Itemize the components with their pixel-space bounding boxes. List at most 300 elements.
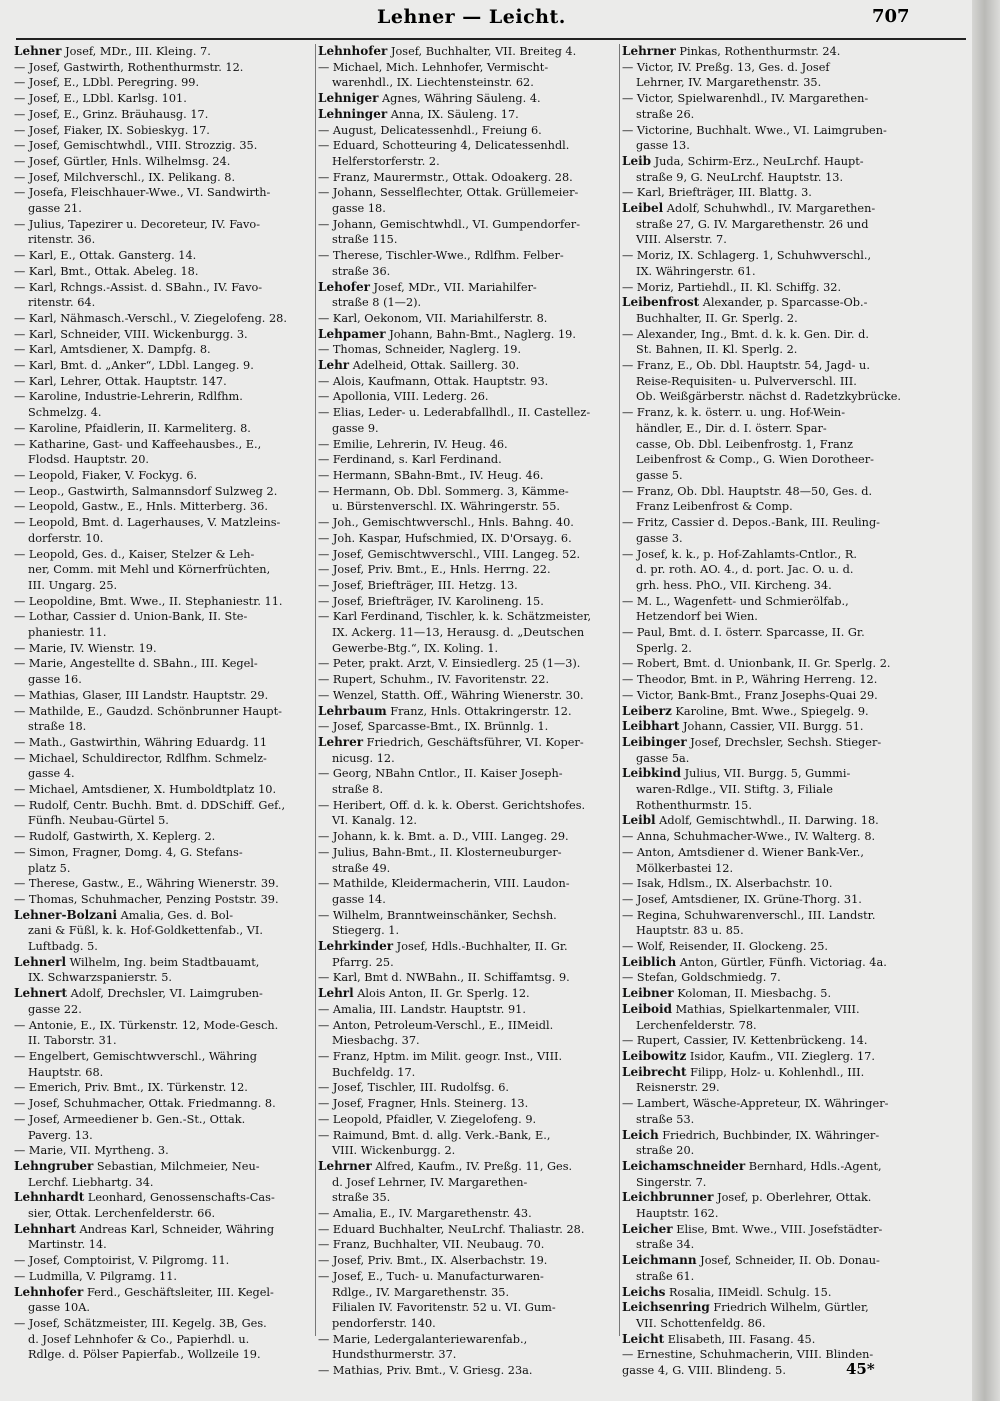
surname-headword: Leichbrunner (622, 1190, 714, 1205)
directory-entry-line: Hetzendorf bei Wien. (636, 610, 758, 624)
directory-entry-line: Reisnerstr. 29. (636, 1081, 720, 1095)
directory-entry-line: II. Taborstr. 31. (28, 1034, 117, 1048)
directory-entry-line: — Josef, Armeediener b. Gen.-St., Ottak. (14, 1112, 246, 1126)
directory-entry-line: straße 18. (28, 720, 87, 734)
directory-entry-line: — Michael, Schuldirector, Rdlfhm. Schmelz- (14, 751, 267, 765)
directory-entry-line: — Rupert, Schuhm., IV. Favoritenstr. 22. (318, 673, 550, 687)
surname-headword: Lehrner (318, 1158, 372, 1173)
directory-entry-line: straße 8. (332, 783, 384, 797)
column-divider (619, 44, 620, 1336)
directory-entry-line: — Georg, NBahn Cntlor., II. Kaiser Joseph- (318, 767, 563, 781)
entry-text: Franz, Hnls. Ottakringerstr. 12. (386, 704, 572, 718)
directory-entry-headword-line (318, 735, 618, 751)
directory-entry-line: — Franz, Maurermstr., Ottak. Odoakerg. 28. (318, 170, 573, 184)
directory-entry-headword-line (14, 908, 314, 924)
directory-entry-line: — Josef, k. k., p. Hof-Zahlamts-Cntlor., R. (622, 547, 857, 561)
directory-entry-headword-line (318, 91, 618, 107)
surname-headword: Lehnerl (14, 954, 67, 969)
entry-text: Adelheid, Ottak. Saillerg. 30. (349, 359, 520, 373)
directory-entry-line: — Paul, Bmt. d. I. österr. Sparcasse, II. Gr. (622, 626, 865, 640)
directory-entry-headword-line (622, 1065, 922, 1081)
directory-entry-line: — Thomas, Schuhmacher, Penzing Poststr. 39. (14, 892, 279, 906)
directory-entry-line: — Heribert, Off. d. k. k. Oberst. Gerichtshofes. (318, 798, 586, 812)
entry-text: Wilhelm, Ing. beim Stadtbauamt, (66, 955, 260, 969)
directory-entry-line: — Victor, Spielwarenhdl., IV. Margarethen- (622, 92, 869, 106)
directory-entry-line: — Karl, Schneider, VIII. Wickenburgg. 3. (14, 327, 248, 341)
entry-text: Koloman, II. Miesbachg. 5. (673, 987, 832, 1001)
directory-entry-line: — Victorine, Buchhalt. Wwe., VI. Laimgruben- (622, 123, 887, 137)
directory-entry-line: — Josef, Gemischtwhdl., VIII. Strozzig. 35. (14, 139, 258, 153)
directory-entry-line: — M. L., Wagenfett- und Schmierölfab., (622, 594, 849, 608)
directory-entry-line: — Josef, Tischler, III. Rudolfsg. 6. (318, 1081, 510, 1095)
entry-text: Adolf, Drechsler, VI. Laimgruben- (67, 987, 263, 1001)
entry-text: Isidor, Kaufm., VII. Zieglerg. 17. (686, 1050, 875, 1063)
surname-headword: Leiblich (622, 954, 677, 969)
directory-entry-line: gasse 22. (28, 1002, 82, 1016)
directory-entry-line: — Thomas, Schneider, Naglerg. 19. (318, 343, 522, 357)
directory-entry-line: — Ferdinand, s. Karl Ferdinand. (318, 453, 502, 467)
directory-entry-line: Rothenthurmstr. 15. (636, 798, 752, 812)
directory-entry-line: straße 34. (636, 1238, 695, 1252)
directory-entry-line: u. Bürstenverschl. IX. Währingerstr. 55. (332, 500, 560, 514)
entry-text: Josef, Hdls.-Buchhalter, II. Gr. (393, 940, 568, 954)
directory-entry-line: — Josef, Sparcasse-Bmt., IX. Brünnlg. 1. (318, 720, 549, 734)
surname-headword: Lehofer (318, 279, 370, 294)
directory-entry-line: Martinstr. 14. (28, 1238, 107, 1252)
directory-entry-line: IX. Ackerg. 11—13, Herausg. d. „Deutschen (332, 626, 585, 640)
directory-entry-line: — Therese, Tischler-Wwe., Rdlfhm. Felber- (318, 249, 564, 263)
directory-entry-line: — Mathilde, Kleidermacherin, VIII. Laudon- (318, 877, 570, 891)
directory-entry-line: straße 49. (332, 861, 391, 875)
directory-entry-line: gasse 18. (332, 202, 386, 216)
directory-entry-line: Luftbadg. 5. (28, 940, 98, 954)
directory-entry-line: — Josef, E., Grinz. Bräuhausg. 17. (14, 107, 209, 121)
directory-entry-line: — Anna, Schuhmacher-Wwe., IV. Walterg. 8. (622, 830, 876, 844)
directory-entry-headword-line (622, 1049, 922, 1065)
directory-entry-line: ner, Comm. mit Mehl und Körnerfrüchten, (28, 563, 271, 577)
page-header (0, 4, 972, 32)
directory-entry-line: — Ernestine, Schuhmacherin, VIII. Blinden- (622, 1348, 874, 1362)
directory-entry-line: — Leopold, Fiaker, V. Fockyg. 6. (14, 468, 198, 482)
entry-text: Josef, Buchhalter, VII. Breiteg 4. (387, 45, 577, 58)
surname-headword: Lehrer (318, 734, 364, 749)
directory-entry-line: — Apollonia, VIII. Lederg. 26. (318, 390, 489, 404)
directory-entry-line: — Lambert, Wäsche-Appreteur, IX. Währinger- (622, 1097, 889, 1111)
header-rule (16, 38, 966, 40)
directory-entry-headword-line (318, 107, 618, 123)
directory-entry-line: — Josef, E., LDbl. Peregring. 99. (14, 76, 200, 90)
entry-text: Bernhard, Hdls.-Agent, (745, 1159, 882, 1173)
directory-entry-line: IX. Schwarzspanierstr. 5. (28, 971, 172, 985)
directory-entry-line: — Rupert, Cassier, IV. Kettenbrückeng. 14. (622, 1034, 868, 1048)
directory-entry-headword-line (14, 1222, 314, 1238)
directory-entry-line: — Moriz, Partiehdl., II. Kl. Schiffg. 32. (622, 280, 842, 294)
directory-entry-line: — Josef, Briefträger, III. Hetzg. 13. (318, 578, 518, 592)
directory-entry-line: — Marie, IV. Wienstr. 19. (14, 641, 157, 655)
surname-headword: Leichamschneider (622, 1158, 746, 1173)
directory-entry-line: — Anton, Petroleum-Verschl., E., IIMeidl. (318, 1018, 554, 1032)
directory-entry-line: VI. Kanalg. 12. (332, 814, 417, 828)
entry-text: Friedrich, Geschäftsführer, VI. Koper- (363, 735, 584, 749)
directory-entry-line: — Josef, Gürtler, Hnls. Wilhelmsg. 24. (14, 154, 231, 168)
directory-entry-line: — Leopold, Gastw., E., Hnls. Mitterberg. 36. (14, 500, 268, 514)
directory-entry-line: — Karl, Nähmasch.-Verschl., V. Ziegelofeng. 28. (14, 311, 287, 325)
directory-entry-line: Helferstorferstr. 2. (332, 154, 440, 168)
surname-headword: Lehnhofer (318, 44, 388, 58)
directory-entry-line: III. Ungarg. 25. (28, 578, 118, 592)
entry-text: Josef, Drechsler, Sechsh. Stieger- (686, 735, 882, 749)
directory-entry-line: — Victor, IV. Preßg. 13, Ges. d. Josef (622, 60, 830, 74)
directory-entry-headword-line (318, 280, 618, 296)
directory-entry-line: straße 61. (636, 1269, 695, 1283)
directory-entry-line: Hauptstr. 162. (636, 1207, 719, 1221)
surname-headword: Leibner (622, 986, 674, 1001)
surname-headword: Leichmann (622, 1253, 697, 1268)
directory-entry-headword-line (318, 704, 618, 720)
directory-entry-headword-line (318, 44, 618, 60)
directory-entry-line: Rdlge., IV. Margarethenstr. 35. (332, 1285, 510, 1299)
surname-headword: Leich (622, 1127, 659, 1142)
entry-text: Friedrich, Buchbinder, IX. Währinger- (658, 1128, 880, 1142)
directory-entry-line: — Josef, Schätzmeister, III. Kegelg. 3B, Ges. (14, 1316, 267, 1330)
directory-entry-line: — Josef, Amtsdiener, IX. Grüne-Thorg. 31. (622, 892, 862, 906)
directory-entry-line: Hauptstr. 68. (28, 1065, 104, 1079)
directory-entry-line: gasse 9. (332, 421, 379, 435)
running-head: Lehner — Leicht. (377, 6, 566, 28)
directory-entry-line: — Karl Ferdinand, Tischler, k. k. Schätzmeister, (318, 610, 592, 624)
entry-text: Ferd., Geschäftsleiter, III. Kegel- (83, 1285, 274, 1299)
column-1 (14, 44, 314, 1362)
directory-entry-line: Hundsthurmerstr. 37. (332, 1348, 457, 1362)
directory-entry-line: — Josef, Gastwirth, Rothenthurmstr. 12. (14, 60, 244, 74)
directory-entry-line: — Peter, prakt. Arzt, V. Einsiedlerg. 25 (1—3). (318, 657, 581, 671)
surname-headword: Lehner (14, 44, 62, 58)
surname-headword: Leibenfrost (622, 295, 700, 310)
surname-headword: Leichsenring (622, 1300, 710, 1315)
surname-headword: Leiboid (622, 1001, 672, 1016)
directory-entry-line: straße 27, G. IV. Margarethenstr. 26 und (636, 217, 869, 231)
surname-headword: Lehrner (622, 44, 676, 58)
entry-text: Adolf, Schuhwhdl., IV. Margarethen- (663, 202, 876, 216)
entry-text: Filipp, Holz- u. Kohlenhdl., III. (686, 1065, 865, 1079)
directory-entry-headword-line (622, 154, 922, 170)
directory-entry-line: — Marie, VII. Myrtheng. 3. (14, 1144, 169, 1158)
directory-entry-line: — Elias, Leder- u. Lederabfallhdl., II. Castellez- (318, 406, 591, 420)
directory-entry-line: gasse 3. (636, 531, 683, 545)
directory-entry-line: — Ludmilla, V. Pilgramg. 11. (14, 1269, 178, 1283)
directory-entry-line: — Eduard Buchhalter, NeuLrchf. Thaliastr. 28. (318, 1222, 585, 1236)
directory-entry-headword-line (622, 986, 922, 1002)
directory-entry-line: — Eduard, Schotteuring 4, Delicatessenhdl. (318, 139, 570, 153)
directory-entry-line: d. Josef Lehnhofer & Co., Papierhdl. u. (28, 1332, 250, 1346)
directory-entry-line: straße 9, G. NeuLrchf. Hauptstr. 13. (636, 170, 844, 184)
directory-entry-line: d. Josef Lehrner, IV. Margarethen- (332, 1175, 528, 1189)
directory-entry-line: — Rudolf, Centr. Buchh. Bmt. d. DDSchiff. Gef., (14, 798, 286, 812)
directory-entry-line: gasse 5a. (636, 751, 690, 765)
entry-text: Friedrich Wilhelm, Gürtler, (709, 1301, 869, 1315)
entry-text: Karoline, Bmt. Wwe., Spiegelg. 9. (671, 704, 869, 718)
surname-headword: Leibowitz (622, 1049, 687, 1063)
directory-entry-line: — Josef, Milchverschl., IX. Pelikang. 8. (14, 170, 236, 184)
directory-entry-line: platz 5. (28, 861, 71, 875)
directory-entry-line: — Joh. Kaspar, Hufschmied, IX. D'Orsayg. 6. (318, 531, 572, 545)
directory-entry-headword-line (622, 813, 922, 829)
directory-entry-line: Franz Leibenfrost & Comp. (636, 500, 793, 514)
directory-entry-line: gasse 4. (28, 767, 75, 781)
directory-entry-line: Singerstr. 7. (636, 1175, 707, 1189)
entry-text: Johann, Bahn-Bmt., Naglerg. 19. (385, 327, 576, 341)
directory-entry-line: — Karl, Amtsdiener, X. Dampfg. 8. (14, 343, 211, 357)
directory-entry-headword-line (622, 1300, 922, 1316)
directory-entry-line: — Amalia, E., IV. Margarethenstr. 43. (318, 1207, 532, 1221)
surname-headword: Leibkind (622, 766, 682, 781)
surname-headword: Lehninger (318, 106, 388, 121)
directory-entry-line: gasse 4, G. VIII. Blindeng. 5. (622, 1364, 786, 1378)
directory-entry-line: — Josef, Fragner, Hnls. Steinerg. 13. (318, 1097, 529, 1111)
directory-entry-line: — Karl, Lehrer, Ottak. Hauptstr. 147. (14, 374, 227, 388)
directory-entry-line: gasse 16. (28, 673, 82, 687)
directory-entry-line: — Johann, k. k. Bmt. a. D., VIII. Langeg. 29. (318, 830, 569, 844)
directory-entry-headword-line (14, 955, 314, 971)
directory-entry-headword-line (318, 986, 618, 1002)
directory-entry-headword-line (14, 986, 314, 1002)
surname-headword: Leibinger (622, 734, 687, 749)
directory-entry-line: — Katharine, Gast- und Kaffeehausbes., E., (14, 437, 262, 451)
directory-entry-line: — Josefa, Fleischhauer-Wwe., VI. Sandwirth- (14, 186, 271, 200)
directory-entry-headword-line (622, 1190, 922, 1206)
column-3 (622, 44, 922, 1378)
entry-text: Agnes, Währing Säuleng. 4. (378, 92, 541, 106)
directory-entry-line: — Alois, Kaufmann, Ottak. Hauptstr. 93. (318, 374, 549, 388)
directory-entry-line: — Joh., Gemischtwverschl., Hnls. Bahng. 40. (318, 516, 574, 530)
directory-entry-line: gasse 5. (636, 468, 683, 482)
directory-entry-line: phaniestr. 11. (28, 626, 107, 640)
directory-entry-line: dorferstr. 10. (28, 531, 104, 545)
directory-entry-headword-line (14, 1285, 314, 1301)
directory-entry-line: ritenstr. 64. (28, 296, 96, 310)
directory-entry-line: — Math., Gastwirthin, Währing Eduardg. 11 (14, 735, 268, 749)
surname-headword: Leib (622, 153, 652, 168)
directory-entry-line: — Michael, Amtsdiener, X. Humboldtplatz 10. (14, 783, 277, 797)
directory-entry-line: — Karl, Oekonom, VII. Mariahilferstr. 8. (318, 311, 548, 325)
directory-entry-line: — Leopold, Ges. d., Kaiser, Stelzer & Leh- (14, 547, 255, 561)
directory-entry-headword-line (622, 295, 922, 311)
directory-entry-line: — Emerich, Priv. Bmt., IX. Türkenstr. 12. (14, 1081, 248, 1095)
directory-entry-line: — Stefan, Goldschmiedg. 7. (622, 971, 781, 985)
directory-entry-line: straße 26. (636, 107, 695, 121)
directory-entry-line: — Marie, Ledergalanteriewarenfab., (318, 1332, 528, 1346)
directory-entry-line: — Mathias, Priv. Bmt., V. Griesg. 23a. (318, 1364, 533, 1378)
directory-entry-line: — Karl, Rchngs.-Assist. d. SBahn., IV. Favo- (14, 280, 263, 294)
directory-entry-line: — Karoline, Pfaidlerin, II. Karmeliterg. 8. (14, 421, 251, 435)
directory-entry-line: — Wilhelm, Branntweinschänker, Sechsh. (318, 908, 557, 922)
directory-entry-line: Lehrner, IV. Margarethenstr. 35. (636, 76, 822, 90)
surname-headword: Lehniger (318, 91, 379, 106)
surname-headword: Lehr (318, 358, 350, 373)
directory-entry-line: Fünfh. Neubau-Gürtel 5. (28, 814, 169, 828)
directory-entry-line: — Karoline, Industrie-Lehrerin, Rdlfhm. (14, 390, 243, 404)
directory-entry-line: — Isak, Hdlsm., IX. Alserbachstr. 10. (622, 877, 833, 891)
surname-headword: Lehnhofer (14, 1284, 84, 1299)
directory-entry-headword-line (318, 939, 618, 955)
directory-entry-line: Rdlge. d. Pölser Papierfab., Wollzeile 19. (28, 1348, 261, 1362)
directory-entry-line: — Julius, Bahn-Bmt., II. Klosterneuburger- (318, 845, 562, 859)
directory-entry-line: — Johann, Sesselflechter, Ottak. Grüllemeier- (318, 186, 579, 200)
directory-entry-line: straße 8 (1—2). (332, 296, 422, 310)
surname-headword: Leibhart (622, 719, 680, 734)
directory-entry-line: straße 20. (636, 1144, 695, 1158)
directory-entry-line: — Theodor, Bmt. in P., Währing Herreng. 12. (622, 673, 878, 687)
directory-entry-line: — Amalia, III. Landstr. Hauptstr. 91. (318, 1002, 526, 1016)
book-gutter (972, 0, 1000, 1401)
directory-entry-line: — Mathias, Glaser, III Landstr. Hauptstr. 29. (14, 688, 269, 702)
directory-entry-line: — Raimund, Bmt. d. allg. Verk.-Bank, E., (318, 1128, 551, 1142)
directory-entry-line: IX. Währingerstr. 61. (636, 264, 756, 278)
entry-text: Mathias, Spielkartenmaler, VIII. (671, 1002, 860, 1016)
directory-entry-line: — Franz, Ob. Dbl. Hauptstr. 48—50, Ges. d. (622, 484, 873, 498)
directory-entry-line: nicusg. 12. (332, 751, 395, 765)
directory-entry-line: — Anton, Amtsdiener d. Wiener Bank-Ver., (622, 845, 864, 859)
directory-entry-line: — Alexander, Ing., Bmt. d. k. k. Gen. Dir. d. (622, 327, 869, 341)
directory-entry-line: grh. hess. PhO., VII. Kircheng. 34. (636, 578, 832, 592)
directory-entry-line: Stiegerg. 1. (332, 924, 400, 938)
directory-entry-line: — Josef, Fiaker, IX. Sobieskyg. 17. (14, 123, 210, 137)
directory-entry-headword-line (14, 1159, 314, 1175)
directory-entry-line: — Victor, Bank-Bmt., Franz Josephs-Quai 29. (622, 688, 878, 702)
directory-entry-headword-line (622, 955, 922, 971)
directory-entry-line: ritenstr. 36. (28, 233, 96, 247)
entry-text: Josef, Schneider, II. Ob. Donau- (696, 1254, 880, 1268)
directory-entry-headword-line (622, 704, 922, 720)
directory-entry-line: Pfarrg. 25. (332, 955, 394, 969)
directory-entry-line: — Josef, Comptoirist, V. Pilgromg. 11. (14, 1254, 230, 1268)
directory-entry-line: — Franz, Hptm. im Milit. geogr. Inst., VIII. (318, 1050, 563, 1063)
directory-entry-headword-line (622, 1285, 922, 1301)
directory-entry-line: Leibenfrost & Comp., G. Wien Dorotheer- (636, 453, 874, 467)
entry-text: Anton, Gürtler, Fünfh. Victoriag. 4a. (676, 955, 887, 969)
directory-entry-line: — August, Delicatessenhdl., Freiung 6. (318, 123, 542, 137)
entry-text: Alfred, Kaufm., IV. Preßg. 11, Ges. (371, 1159, 573, 1173)
directory-entry-line: straße 35. (332, 1191, 391, 1205)
directory-entry-line: Schmelzg. 4. (28, 406, 102, 420)
directory-entry-line: — Josef, E., Tuch- u. Manufacturwaren- (318, 1269, 544, 1283)
entry-text: Anna, IX. Säuleng. 17. (387, 107, 519, 121)
entry-text: Josef, MDr., VII. Mariahilfer- (369, 280, 537, 294)
directory-entry-line: — Robert, Bmt. d. Unionbank, II. Gr. Sperlg. 2. (622, 657, 891, 671)
directory-entry-headword-line (622, 1253, 922, 1269)
entry-text: Amalia, Ges. d. Bol- (117, 908, 234, 922)
directory-entry-line: Hauptstr. 83 u. 85. (636, 924, 744, 938)
directory-entry-line: — Hermann, Ob. Dbl. Sommerg. 3, Kämme- (318, 484, 569, 498)
surname-headword: Lehrbaum (318, 703, 387, 718)
surname-headword: Leibl (622, 813, 656, 828)
directory-entry-line: — Engelbert, Gemischtwverschl., Währing (14, 1050, 258, 1063)
directory-entry-line: — Karl, Bmt d. NWBahn., II. Schiffamtsg. 9. (318, 971, 570, 985)
entry-text: Johann, Cassier, VII. Burgg. 51. (679, 720, 864, 734)
directory-entry-line: waren-Rdlge., VII. Stiftg. 3, Filiale (636, 783, 833, 797)
surname-headword: Leicht (622, 1331, 665, 1346)
directory-entry-line: — Franz, Buchhalter, VII. Neubaug. 70. (318, 1238, 545, 1252)
directory-entry-line: Lerchf. Liebhartg. 34. (28, 1175, 154, 1189)
directory-entry-headword-line (14, 44, 314, 60)
directory-entry-line: St. Bahnen, II. Kl. Sperlg. 2. (636, 343, 798, 357)
directory-entry-line: — Josef, Briefträger, IV. Karolineng. 15. (318, 594, 544, 608)
directory-entry-headword-line (622, 1222, 922, 1238)
directory-entry-line: — Johann, Gemischtwhdl., VI. Gumpendorfer- (318, 217, 581, 231)
surname-headword: Lehnhart (14, 1221, 76, 1236)
printer-signature: 45* (846, 1360, 875, 1378)
directory-entry-headword-line (318, 327, 618, 343)
directory-entry-line: — Rudolf, Gastwirth, X. Keplerg. 2. (14, 830, 216, 844)
directory-entry-line: — Simon, Fragner, Domg. 4, G. Stefans- (14, 845, 243, 859)
surname-headword: Leiberz (622, 703, 672, 718)
directory-entry-line: — Karl, Bmt. d. „Anker“, LDbl. Langeg. 9. (14, 359, 254, 373)
directory-entry-line: Sperlg. 2. (636, 641, 692, 655)
directory-entry-line: Buchhalter, II. Gr. Sperlg. 2. (636, 311, 798, 325)
directory-entry-line: straße 115. (332, 233, 398, 247)
directory-entry-headword-line (622, 735, 922, 751)
directory-entry-line: — Michael, Mich. Lehnhofer, Vermischt- (318, 60, 549, 74)
entry-text: Juda, Schirm-Erz., NeuLrchf. Haupt- (651, 154, 864, 168)
directory-entry-headword-line (14, 1190, 314, 1206)
entry-text: Pinkas, Rothenthurmstr. 24. (675, 45, 841, 58)
entry-text: Julius, VII. Burgg. 5, Gummi- (681, 767, 851, 781)
directory-entry-line: straße 36. (332, 264, 391, 278)
directory-entry-line: Reise-Requisiten- u. Pulververschl. III. (636, 374, 857, 388)
entry-text: Elise, Bmt. Wwe., VIII. Josefstädter- (672, 1222, 883, 1236)
surname-headword: Lehrkinder (318, 939, 394, 954)
directory-entry-line: Paverg. 13. (28, 1128, 93, 1142)
directory-entry-line: — Leopoldine, Bmt. Wwe., II. Stephaniestr. 11. (14, 594, 283, 608)
directory-entry-line: warenhdl., IX. Liechtensteinstr. 62. (332, 76, 534, 90)
directory-entry-line: gasse 10A. (28, 1301, 90, 1315)
directory-entry-line: — Fritz, Cassier d. Depos.-Bank, III. Reuling- (622, 516, 880, 530)
directory-entry-line: — Wenzel, Statth. Off., Währing Wienerstr. 30. (318, 688, 584, 702)
surname-headword: Leibel (622, 201, 664, 216)
directory-entry-headword-line (318, 1159, 618, 1175)
directory-entry-line: straße 53. (636, 1112, 695, 1126)
directory-entry-line: d. pr. roth. AO. 4., d. port. Jac. O. u. d. (636, 563, 854, 577)
directory-entry-line: VIII. Alserstr. 7. (636, 233, 727, 247)
entry-text: Sebastian, Milchmeier, Neu- (93, 1159, 260, 1173)
directory-entry-line: — Emilie, Lehrerin, IV. Heug. 46. (318, 437, 508, 451)
entry-text: Adolf, Gemischtwhdl., II. Darwing. 18. (655, 814, 879, 828)
directory-entry-line: — Karl, Briefträger, III. Blattg. 3. (622, 186, 812, 200)
directory-entry-line: — Mathilde, E., Gaudzd. Schönbrunner Haupt- (14, 704, 282, 718)
directory-entry-line: zani & Füßl, k. k. Hof-Goldkettenfab., VI. (28, 924, 263, 938)
directory-entry-line: — Hermann, SBahn-Bmt., IV. Heug. 46. (318, 468, 544, 482)
directory-entry-line: — Franz, k. k. österr. u. ung. Hof-Wein- (622, 406, 846, 420)
page-number: 707 (872, 6, 910, 27)
directory-entry-headword-line (622, 44, 922, 60)
directory-entry-headword-line (622, 1332, 922, 1348)
directory-entry-line: — Josef, Priv. Bmt., E., Hnls. Herrng. 22. (318, 563, 551, 577)
entry-text: Josef, p. Oberlehrer, Ottak. (713, 1191, 872, 1205)
surname-headword: Lehnhardt (14, 1190, 85, 1205)
directory-entry-line: — Josef, Schuhmacher, Ottak. Friedmanng. 8. (14, 1097, 276, 1111)
surname-headword: Lehnert (14, 986, 68, 1001)
directory-entry-line: — Josef, Priv. Bmt., IX. Alserbachstr. 19. (318, 1254, 548, 1268)
directory-entry-line: händler, E., Dir. d. I. österr. Spar- (636, 421, 827, 435)
directory-entry-line: Flodsd. Hauptstr. 20. (28, 453, 149, 467)
surname-headword: Lehpamer (318, 326, 386, 341)
directory-entry-line: — Karl, E., Ottak. Gansterg. 14. (14, 249, 197, 263)
surname-headword: Lehrl (318, 986, 354, 1001)
directory-entry-headword-line (318, 358, 618, 374)
entry-text: Leonhard, Genossenschafts-Cas- (84, 1191, 275, 1205)
directory-entry-line: Buchfeldg. 17. (332, 1065, 416, 1079)
entry-text: Alexander, p. Sparcasse-Ob.- (699, 296, 868, 310)
